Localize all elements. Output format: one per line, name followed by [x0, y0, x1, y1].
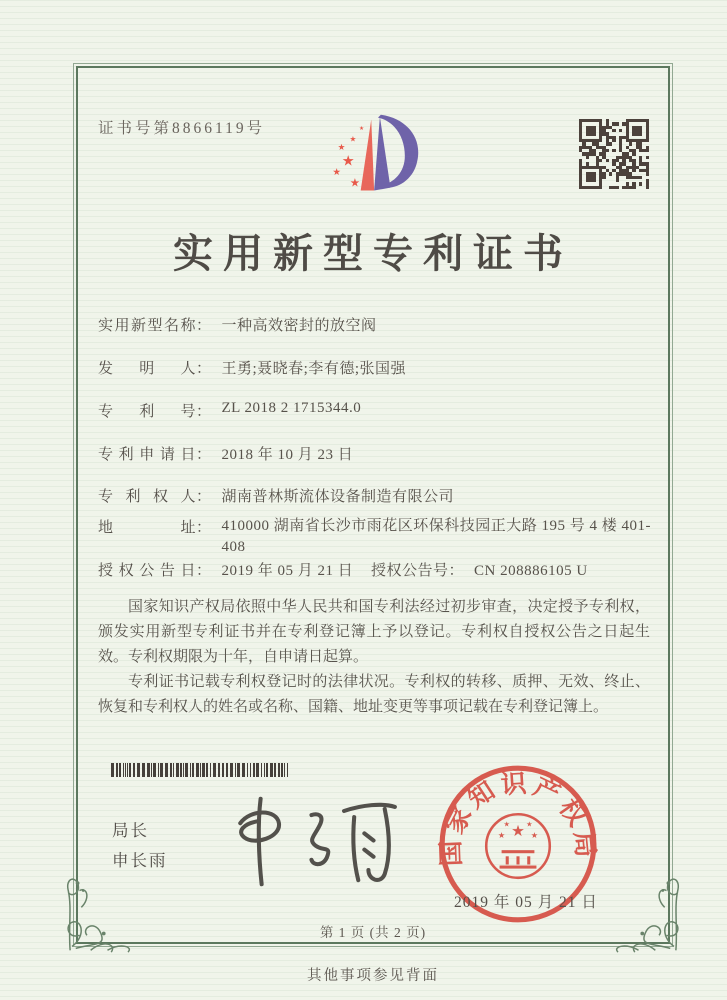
certificate-number: 证书号第8866119号	[98, 120, 266, 137]
field-label: 专利号	[98, 404, 196, 420]
svg-text:★: ★	[530, 829, 539, 840]
commissioner-signature	[224, 792, 402, 890]
field-label: 地址	[98, 520, 196, 536]
svg-text:★: ★	[349, 175, 361, 190]
svg-text:★: ★	[526, 819, 533, 829]
field-row-address	[98, 516, 658, 558]
field-colon: ：	[196, 361, 212, 377]
field-label: 专利权人	[98, 489, 196, 505]
grant-number-value: CN 208886105 U	[474, 563, 588, 579]
field-row-patentee	[98, 485, 658, 506]
field-colon: ：	[448, 563, 465, 579]
page-number: 第 1 页 (共 2 页)	[319, 925, 427, 940]
svg-text:★: ★	[497, 829, 506, 840]
field-value: 王勇;聂晓春;李有德;张国强	[221, 361, 407, 377]
svg-text:★: ★	[359, 126, 365, 133]
field-colon: ：	[196, 318, 212, 334]
legal-text	[98, 595, 650, 720]
field-value: 一种高效密封的放空阀	[221, 318, 377, 334]
field-label: 授权公告号	[371, 563, 449, 579]
field-label: 专利申请日	[98, 447, 196, 463]
field-label: 实用新型名称	[98, 318, 196, 334]
field-value: 2018 年 10 月 23 日	[221, 447, 354, 463]
seal-agency-text: 国家知识产权局	[436, 768, 600, 867]
field-row-grant	[98, 559, 658, 580]
legal-paragraph-1: 国家知识产权局依照中华人民共和国专利法经过初步审查，决定授予专利权，颁发实用新型专利证书并在专利登记簿上予以登记。专利权自授权公告之日起生效。专利权期限为十年，自申请日起算。	[98, 599, 650, 665]
svg-text:★: ★	[511, 821, 525, 840]
field-colon: ：	[196, 520, 212, 536]
field-colon: ：	[196, 447, 212, 463]
field-row-name	[98, 314, 658, 335]
field-row-patent-number	[98, 400, 658, 421]
field-label: 发明人	[98, 361, 196, 377]
field-value: ZL 2018 2 1715344.0	[221, 400, 362, 416]
seal-date: 2019 年 05 月 21 日	[454, 894, 598, 911]
corner-flourish-icon	[62, 842, 166, 954]
field-value: 410000 湖南省长沙市雨花区环保科技园正大路 195 号 4 楼 401-408	[221, 518, 652, 555]
legal-paragraph-2: 专利证书记载专利权登记时的法律状况。专利权的转移、质押、无效、终止、恢复和专利权人的姓名或名称、国籍、地址变更等事项记载在专利登记簿上。	[98, 674, 650, 715]
field-row-inventors	[98, 357, 658, 378]
grant-date-value: 2019 年 05 月 21 日	[221, 563, 354, 579]
qr-code	[579, 119, 649, 189]
back-side-note: 其他事项参见背面	[307, 968, 439, 984]
svg-text:★: ★	[503, 819, 510, 829]
certificate-title: 实用新型专利证书	[173, 231, 573, 276]
barcode	[111, 763, 291, 777]
svg-text:★: ★	[337, 143, 346, 154]
field-value: 湖南普林斯流体设备制造有限公司	[221, 489, 455, 505]
field-colon: ：	[196, 404, 212, 420]
svg-text:★: ★	[332, 167, 341, 179]
certificate-border-frame	[73, 63, 673, 947]
grant-number-pair	[371, 559, 588, 580]
officer-title: 局长	[112, 821, 149, 840]
officer-name: 申长雨	[112, 851, 168, 870]
svg-text:★: ★	[341, 153, 355, 170]
svg-text:★: ★	[349, 134, 357, 144]
field-label: 授权公告日	[98, 563, 196, 579]
field-colon: ：	[196, 563, 212, 579]
field-colon: ：	[196, 489, 212, 505]
field-row-filing-date	[98, 443, 658, 464]
national-emblem-icon	[486, 814, 550, 878]
cnipa-patent-logo-icon	[329, 110, 425, 202]
